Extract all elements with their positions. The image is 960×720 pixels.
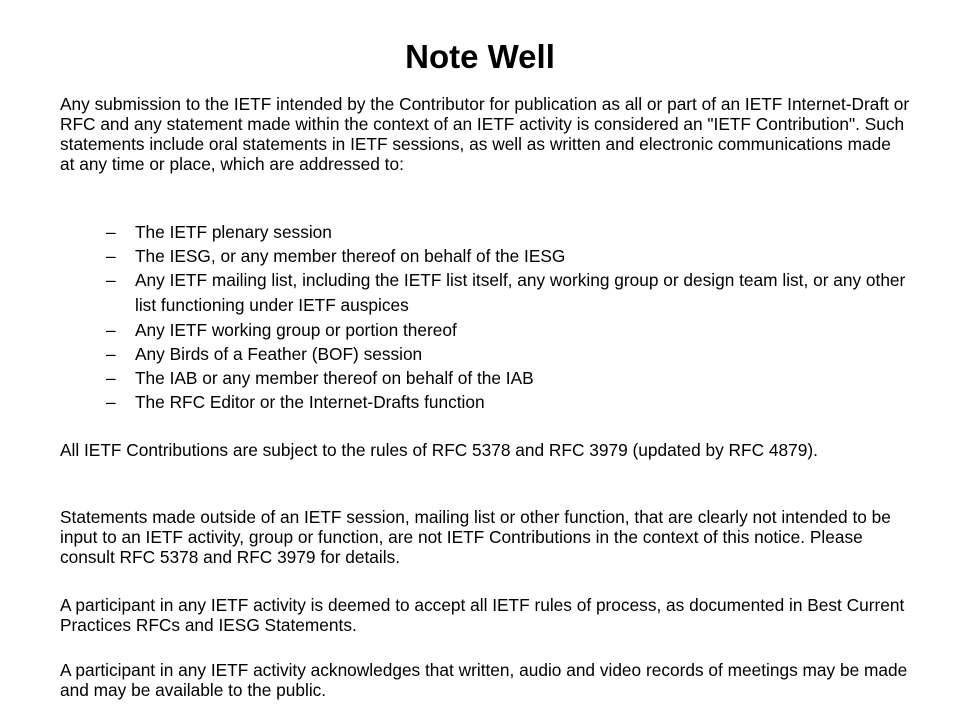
accept-rules-paragraph: A participant in any IETF activity is deemed to accept all IETF rules of process, as documented in Best Current Practices RFCs and IESG Statements.: [60, 595, 905, 635]
list-item: [106, 220, 906, 244]
list-item-text: The RFC Editor or the Internet-Drafts function: [135, 392, 485, 412]
dash-marker: –: [106, 222, 116, 242]
slide-title: Note Well: [405, 38, 555, 75]
list-item-text: The IETF plenary session: [135, 222, 332, 242]
list-item: [106, 268, 906, 318]
addressee-list: [106, 220, 906, 414]
dash-marker: –: [106, 320, 116, 340]
rfc-rules-paragraph: All IETF Contributions are subject to the rules of RFC 5378 and RFC 3979 (updated by RFC 4879).: [60, 440, 818, 460]
dash-marker: –: [106, 368, 116, 388]
list-item: [106, 390, 906, 414]
list-item-text: Any Birds of a Feather (BOF) session: [135, 344, 423, 364]
dash-marker: –: [106, 392, 116, 412]
list-item-text: The IESG, or any member thereof on behalf of the IESG: [135, 246, 566, 266]
list-item: [106, 366, 906, 390]
dash-marker: –: [106, 270, 116, 290]
list-item-text: Any IETF working group or portion thereof: [135, 320, 457, 340]
list-item-text: The IAB or any member thereof on behalf of the IAB: [135, 368, 534, 388]
records-paragraph: A participant in any IETF activity acknowledges that written, audio and video records of meetings may be made and may be available to the public.: [60, 660, 908, 700]
outside-statements-paragraph: Statements made outside of an IETF session, mailing list or other function, that are clearly not intended to be input to an IETF activity, group or function, are not IETF Contributions in the context of this notice. Please consult RFC 5378 and RFC 3979 for details.: [60, 507, 891, 567]
dash-marker: –: [106, 344, 116, 364]
list-item: [106, 244, 906, 268]
list-item: [106, 342, 906, 366]
list-item-text: Any IETF mailing list, including the IETF list itself, any working group or design team list, or any other list functioning under IETF auspices: [135, 270, 906, 315]
list-item: [106, 318, 906, 342]
intro-paragraph: Any submission to the IETF intended by the Contributor for publication as all or part of an IETF Internet-Draft or RFC and any statement made within the context of an IETF activity is considered an "IETF Contribution". Such statements include oral statements in IETF sessions, as well as written and electronic communications made at any time or place, which are addressed to:: [60, 94, 910, 174]
dash-marker: –: [106, 246, 116, 266]
